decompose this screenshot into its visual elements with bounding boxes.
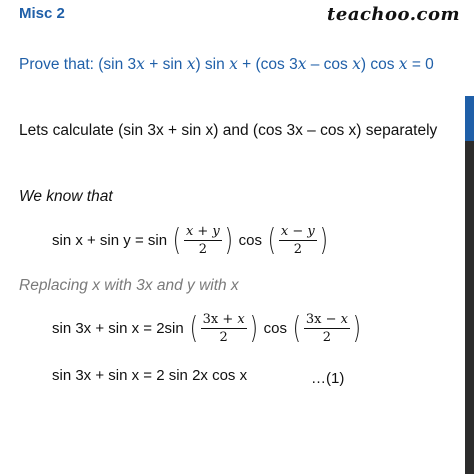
fraction-denominator: 2 xyxy=(219,330,228,345)
problem-var: x xyxy=(297,55,307,73)
fraction-numerator: x − y xyxy=(280,224,315,239)
problem-part: + sin xyxy=(144,56,187,73)
problem-var: x xyxy=(229,55,238,73)
step1-mid: cos xyxy=(259,320,292,337)
close-paren: ) xyxy=(249,310,258,346)
side-accent-thumb xyxy=(465,96,474,141)
step1-lhs: sin 3x + sin x = 2sin xyxy=(52,320,188,337)
close-paren: ) xyxy=(352,310,361,346)
fraction-denominator: 2 xyxy=(322,330,332,345)
open-paren: ( xyxy=(292,310,302,346)
fraction xyxy=(304,312,350,345)
problem-var: x xyxy=(186,55,196,73)
side-accent-bar xyxy=(465,96,474,474)
fraction-numerator xyxy=(304,312,350,329)
equation-reference: …(1) xyxy=(311,370,345,387)
problem-part: ) cos xyxy=(360,56,399,73)
problem-part: ) sin xyxy=(195,56,230,73)
fraction-denominator: 2 xyxy=(293,242,302,257)
section-title: Misc 2 xyxy=(19,5,65,22)
fraction xyxy=(279,224,317,257)
fraction-denominator: 2 xyxy=(198,242,207,257)
problem-var: x xyxy=(136,55,145,73)
step2-equation: sin 3x + sin x = 2 sin 2x cos x xyxy=(52,367,248,384)
step1-equation xyxy=(52,312,363,345)
problem-var: x xyxy=(352,55,361,73)
fraction xyxy=(201,312,247,345)
fraction-numerator: x + y xyxy=(185,224,220,239)
numerator-coef: 3x xyxy=(202,312,219,327)
identity-lhs: sin x + sin y = sin xyxy=(52,232,172,249)
problem-part: = 0 xyxy=(407,56,434,73)
we-know-heading: We know that xyxy=(19,188,113,205)
problem-var: x xyxy=(398,55,408,73)
intro-text: Lets calculate (sin 3x + sin x) and (cos 3x – cos x) separately xyxy=(19,122,438,139)
open-paren: ( xyxy=(267,222,277,258)
replacing-note: Replacing x with 3x and y with x xyxy=(19,277,239,294)
numerator-rest: − x xyxy=(321,312,348,327)
numerator-coef: 3x xyxy=(305,312,322,327)
open-paren: ( xyxy=(172,222,182,258)
close-paren: ) xyxy=(224,222,233,258)
identity-mid: cos xyxy=(234,232,267,249)
fraction xyxy=(184,224,222,257)
fraction-numerator xyxy=(201,312,247,329)
numerator-rest: + x xyxy=(218,312,245,327)
problem-part: – cos xyxy=(306,56,353,73)
problem-statement xyxy=(19,55,434,74)
close-paren: ) xyxy=(319,222,328,258)
identity-equation xyxy=(52,224,329,257)
problem-part: Prove that: (sin 3 xyxy=(19,56,137,73)
brand-logo: teachoo.com xyxy=(327,4,460,25)
open-paren: ( xyxy=(189,310,198,346)
problem-part: + (cos 3 xyxy=(237,56,298,73)
